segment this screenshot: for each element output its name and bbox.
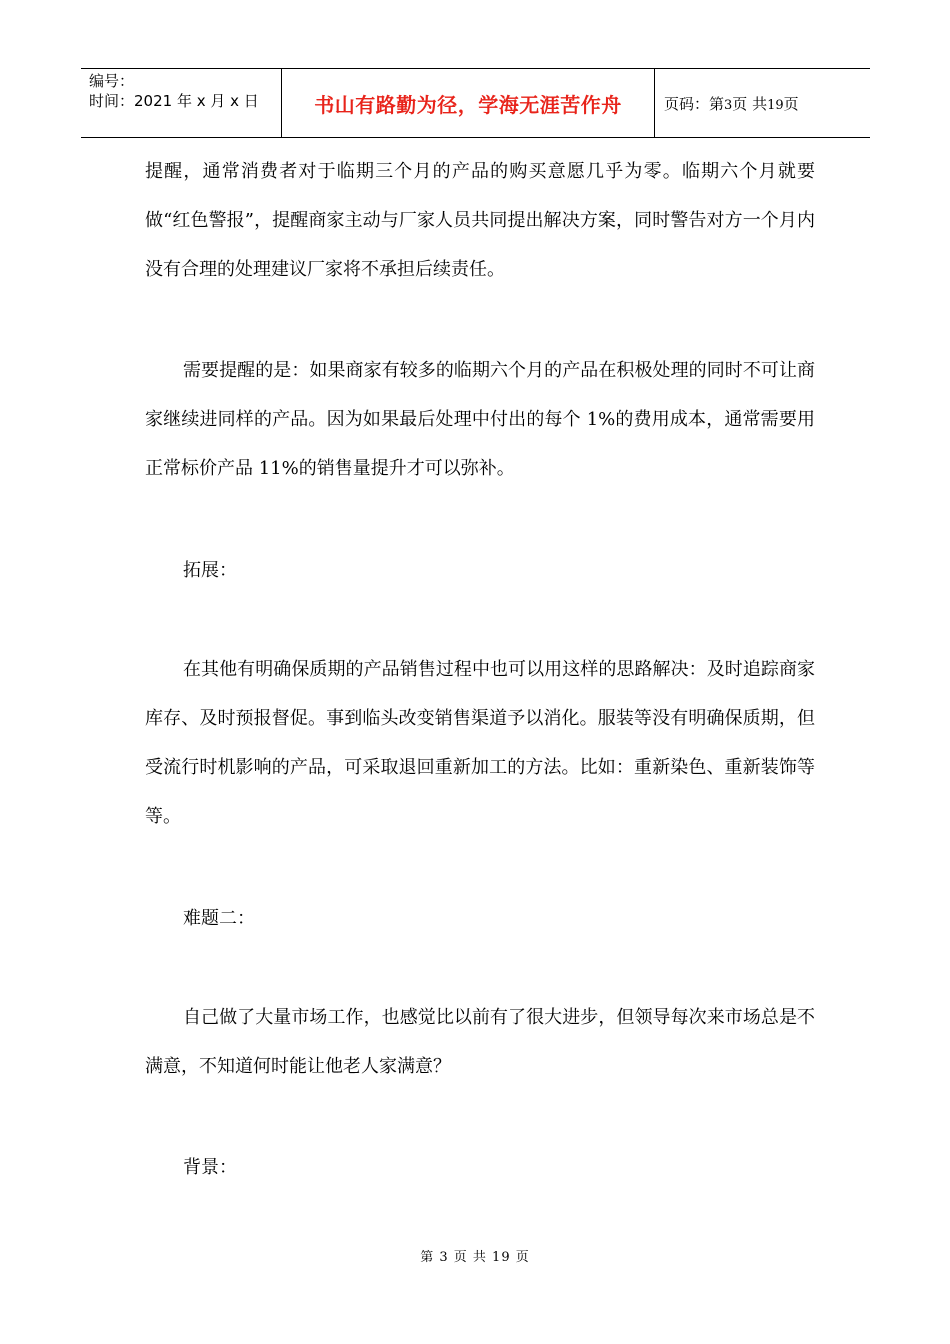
page-total-number: 19 bbox=[767, 97, 784, 113]
page-info-suffix: 页 bbox=[783, 94, 799, 113]
document-header bbox=[81, 68, 870, 138]
page-footer: 第 3 页 共 19 页 bbox=[420, 1250, 530, 1265]
paragraph-problem-two: 自己做了大量市场工作，也感觉比以前有了很大进步，但领导每次来市场总是不满意，不知道何时能让他老人家满意？ bbox=[145, 1007, 815, 1077]
paragraph-expansion: 在其他有明确保质期的产品销售过程中也可以用这样的思路解决：及时追踪商家库存、及时预报督促。事到临头改变销售渠道予以消化。服装等没有明确保质期，但受流行时机影响的产品，可采取退回重新加工的方法。比如：重新染色、重新装饰等等。 bbox=[145, 659, 815, 827]
paragraph-note: 需要提醒的是：如果商家有较多的临期六个月的产品在积极处理的同时不可让商家继续进同样的产品。因为如果最后处理中付出的每个 1%的费用成本，通常需要用正常标价产品 11%的销售量提升才可以弥补。 bbox=[145, 360, 815, 479]
header-page-cell bbox=[654, 69, 870, 137]
page-info-prefix: 页码：第 bbox=[664, 94, 725, 113]
heading-problem-two: 难题二： bbox=[183, 908, 255, 929]
paragraph-reminder: 提醒，通常消费者对于临期三个月的产品的购买意愿几乎为零。临期六个月就要做“红色警报”，提醒商家主动与厂家人员共同提出解决方案，同时警告对方一个月内没有合理的处理建议厂家将不承担后续责任。 bbox=[145, 161, 815, 280]
document-date-label: 时间：2021 年 x 月 x 日 bbox=[89, 92, 259, 110]
header-motto: 书山有路勤为径，学海无涯苦作舟 bbox=[314, 92, 622, 117]
page-current-number: 3 bbox=[724, 97, 733, 113]
header-motto-cell bbox=[281, 69, 655, 137]
heading-expansion: 拓展： bbox=[183, 560, 237, 581]
header-meta-cell bbox=[81, 69, 281, 137]
heading-background: 背景： bbox=[183, 1157, 237, 1178]
document-number-label: 编号： bbox=[89, 72, 135, 90]
header-page-info bbox=[664, 93, 799, 114]
page-info-middle: 页 共 bbox=[732, 94, 768, 113]
